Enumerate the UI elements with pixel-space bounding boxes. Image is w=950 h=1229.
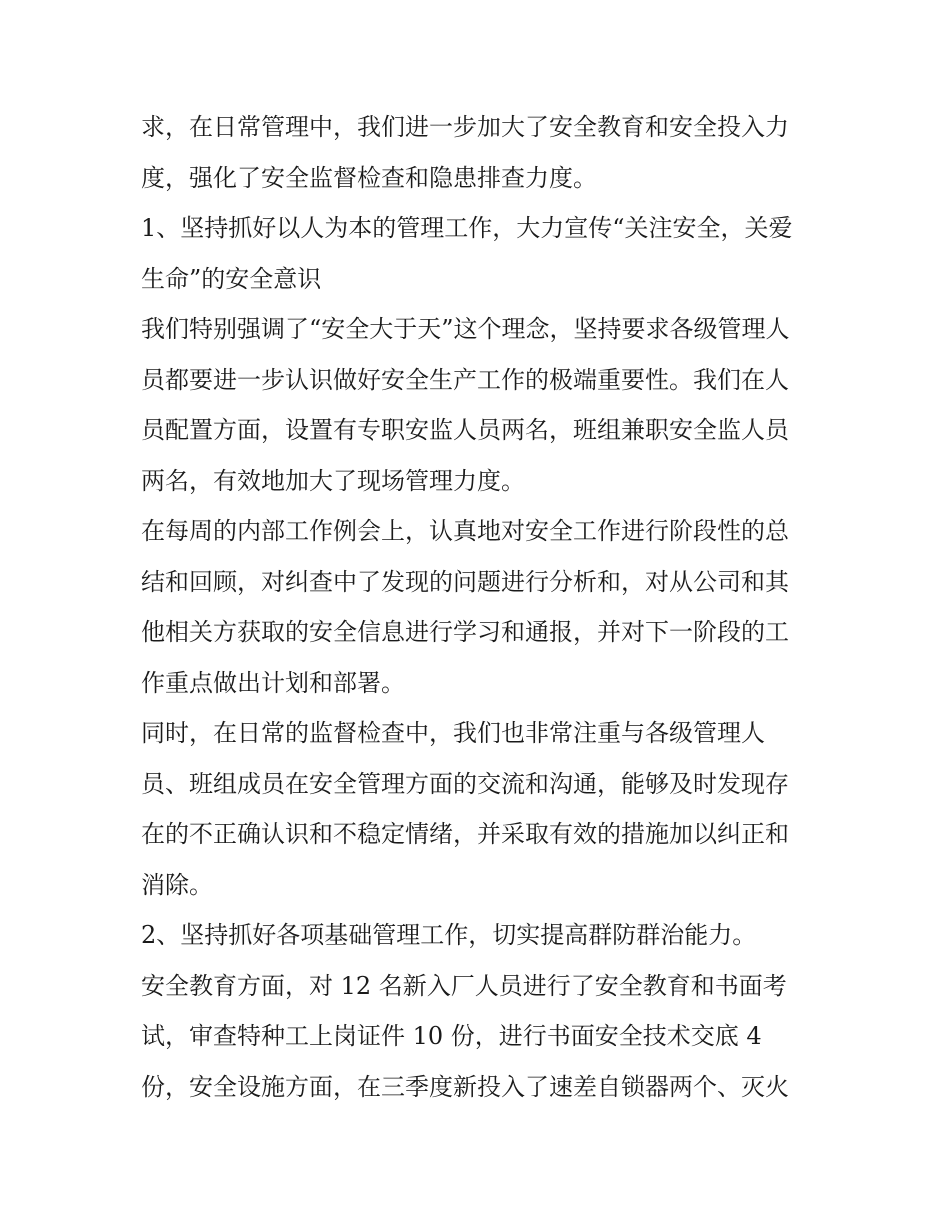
paragraph-safety-education: 安全教育方面，对 12 名新入厂人员进行了安全教育和书面考 试，审查特种工上岗证件 10 份，进行书面安全技术交底 4 份，安全设施方面，在三季度新投入了速差自锁器两个、灭火	[141, 971, 789, 1101]
document-body	[141, 102, 821, 1112]
section-heading-2: 2、坚持抓好各项基础管理工作，切实提高群防群治能力。	[141, 921, 757, 949]
section-heading-1: 1、坚持抓好以人为本的管理工作，大力宣传“关注安全，关爱 生命”的安全意识	[141, 214, 793, 293]
paragraph-weekly-meeting: 在每周的内部工作例会上，认真地对安全工作进行阶段性的总 结和回顾，对纠查中了发现的问题进行分析和，对从公司和其 他相关方获取的安全信息进行学习和通报，并对下一阶段的工 作重点做出计划和部署。	[141, 517, 789, 697]
paragraph-intro-continuation: 求，在日常管理中，我们进一步加大了安全教育和安全投入力 度，强化了安全监督检查和隐患排查力度。	[141, 113, 789, 192]
paragraph-safety-first: 我们特别强调了“安全大于天”这个理念，坚持要求各级管理人 员都要进一步认识做好安全生产工作的极端重要性。我们在人 员配置方面，设置有专职安监人员两名，班组兼职安全监人员 两名，有效地加大了现场管理力度。	[141, 315, 790, 495]
paragraph-daily-inspection: 同时，在日常的监督检查中，我们也非常注重与各级管理人 员、班组成员在安全管理方面的交流和沟通，能够及时发现存 在的不正确认识和不稳定情绪，并采取有效的措施加以纠正和 消除。	[141, 719, 789, 899]
